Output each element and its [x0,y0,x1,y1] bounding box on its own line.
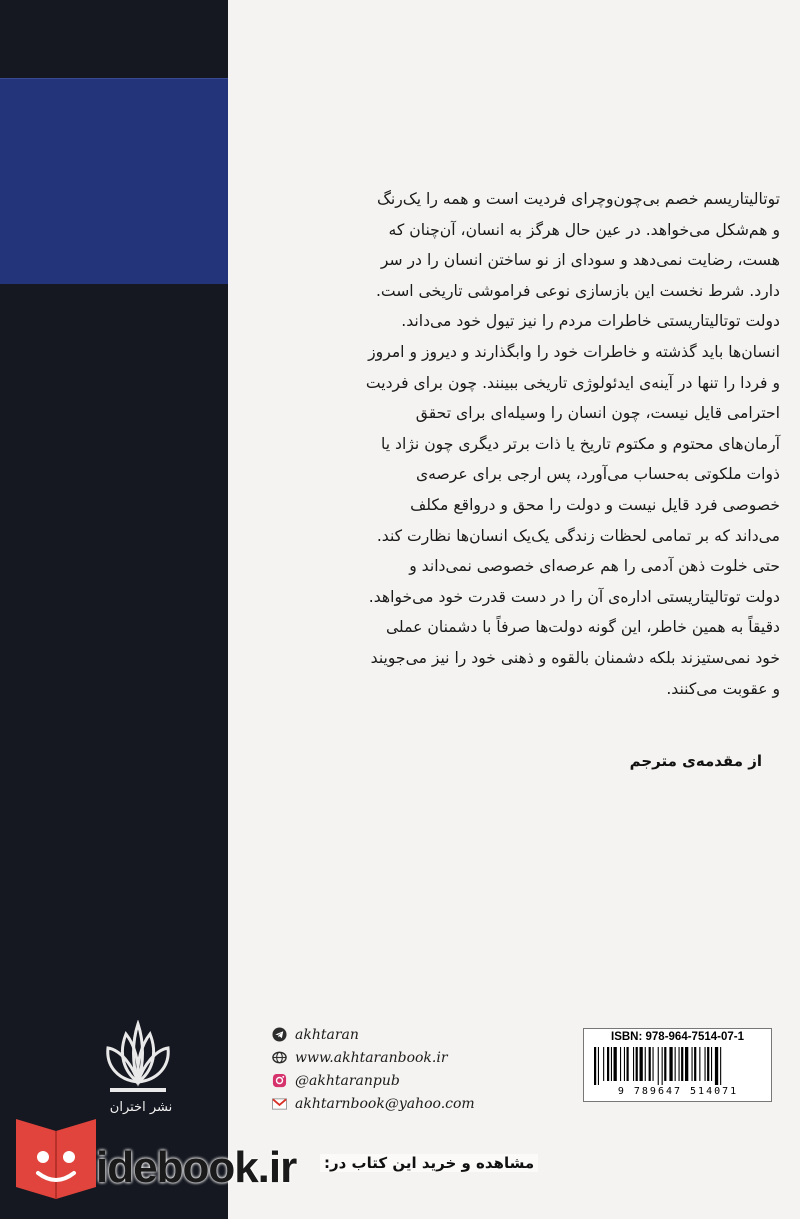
spine-blue-band [0,78,228,284]
source-attribution: از مقدمه‌ی مترجم [629,752,762,770]
barcode-bar [694,1047,696,1081]
text-line: آرمان‌های محتوم و مکتوم تاریخ یا ذات برتر دیگری چون نژاد یا [381,434,780,453]
text-line: می‌داند که بر تمامی لحظات زندگی یک‌یک انسان‌ها نظارت کند. [376,526,780,545]
text-line: دولت توتالیتاریستی خاطرات مردم را نیز تیول خود می‌داند. [401,312,780,331]
barcode-bar [715,1047,718,1085]
text-line: و هم‌شکل می‌خواهد. در عین حال هرگز به انسان، آن‌چنان که [388,220,780,239]
text-line: و فردا را تنها در آینه‌ی ایدئولوژی تاریخی ببینند. چون برای فردیت [365,373,780,392]
text-line: ذوات ملکوتی به‌حساب می‌آورد، پس ارجی برای عرصه‌ی [415,465,780,484]
spine-band-edge [0,78,228,79]
barcode-bar [720,1047,721,1085]
contact-website[interactable] [272,1046,475,1069]
barcode-bar [649,1047,651,1081]
barcode-bar [662,1047,663,1085]
barcode-bar [607,1047,609,1081]
barcode-bar [633,1047,634,1081]
instagram-icon [272,1073,287,1088]
telegram-icon [272,1027,287,1042]
barcode-bar [627,1047,629,1081]
barcode [592,1047,763,1085]
barcode-bar [679,1047,680,1081]
text-line: خود نمی‌ستیزند بلکه دشمنان بالقوه و ذهنی خود را نیز می‌جویند [370,648,780,667]
back-cover-text [258,184,780,704]
contact-telegram[interactable] [272,1023,475,1046]
barcode-bar [707,1047,709,1081]
barcode-bar [636,1047,638,1081]
barcode-bar [614,1047,617,1081]
watermark-book-icon [10,1105,102,1205]
text-line: توتالیتاریسم خصم بی‌چون‌وچرای فردیت است و همه را یک‌رنگ [376,190,780,208]
barcode-bar [640,1047,643,1081]
barcode-bar [620,1047,621,1081]
barcode-bar [611,1047,612,1081]
barcode-bar [699,1047,700,1081]
text-line: خصوصی فرد قایل نیست و دولت را محق و درواقع مکلف [410,495,780,514]
text-line: احترامی قایل نیست، چون انسان را وسیله‌ای برای تحقق [415,404,780,423]
mail-icon [272,1096,287,1111]
contact-text: www.akhtaranbook.ir [295,1049,448,1066]
contact-email[interactable] [272,1092,475,1115]
isbn-box [583,1028,772,1102]
text-line: هست، رضایت نمی‌دهد و سودای از نو ساختن انسان را در سر [380,251,780,270]
barcode-bar [598,1047,599,1085]
barcode-bar [645,1047,646,1081]
text-line: انسان‌ها باید گذشته و خاطرات خود را وابگذارند و دیروز و امروز [368,342,780,361]
barcode-bar [603,1047,604,1081]
barcode-bar [711,1047,712,1081]
barcode-bar [653,1047,654,1081]
text-line: و عقوبت می‌کنند. [666,679,780,698]
isbn-label: ISBN: 978-964-7514-07-1 [611,1031,744,1043]
watermark-brand: idebook.ir [96,1143,297,1192]
text-line: دولت توتالیتاریستی اداره‌ی آن را در دست قدرت خود می‌خواهد. [368,587,780,606]
contact-text: @akhtaranpub [295,1072,400,1089]
publisher-logo-icon [100,1020,176,1106]
text-line: حتی خلوت ذهن آدمی را هم عرصه‌ای خصوصی نمی‌داند و [409,557,780,576]
contact-text: akhtarnbook@yahoo.com [295,1095,475,1112]
publisher-name: نشر اختران [109,1100,173,1115]
barcode-bar [658,1047,659,1085]
barcode-bar [705,1047,706,1081]
contact-instagram[interactable] [272,1069,475,1092]
barcode-bar [692,1047,693,1081]
barcode-bar [624,1047,625,1081]
barcode-bar [685,1047,688,1081]
text-line: دقیقاً به همین خاطر، این گونه دولت‌ها صرفاً با دشمنان عملی [385,618,780,637]
text-line: دارد. شرط نخست این بازسازی نوعی فراموشی تاریخی است. [375,281,780,300]
watermark-text: مشاهده و خرید این کتاب در: [320,1154,538,1172]
barcode-bar [675,1047,676,1081]
barcode-bar [664,1047,666,1081]
barcode-bar [594,1047,596,1085]
globe-icon [272,1050,287,1065]
isbn-digits: 9 789647 514071 [617,1086,739,1097]
contact-text: akhtaran [295,1026,359,1043]
barcode-bar [669,1047,672,1081]
contact-list [272,1023,475,1115]
barcode-bar [681,1047,683,1081]
